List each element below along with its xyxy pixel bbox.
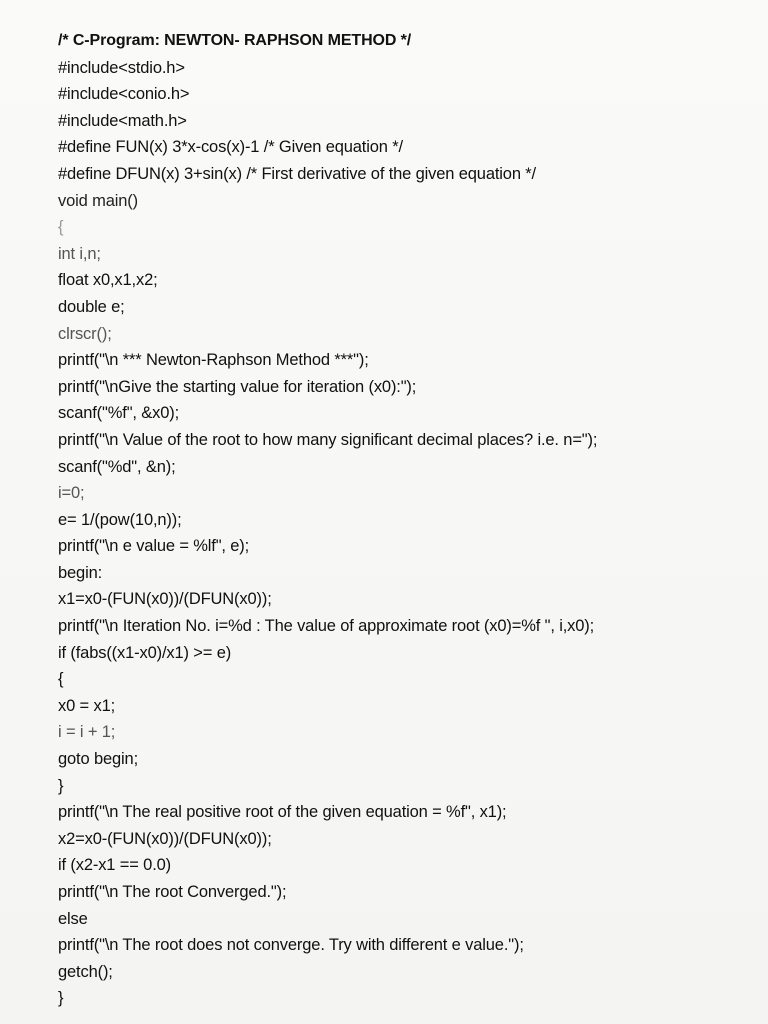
code-line-printf-header: printf("\n *** Newton-Raphson Method ***"); <box>58 351 369 370</box>
code-line-printf-not-converge: printf("\n The root does not converge. Try with different e value."); <box>58 936 524 955</box>
code-line-include-math: #include<math.h> <box>58 111 187 130</box>
code-line-x1-assign: x1=x0-(FUN(x0))/(DFUN(x0)); <box>58 590 272 609</box>
code-line-printf-real-root: printf("\n The real positive root of the given equation = %f", x1); <box>58 803 507 822</box>
code-line-e-assign: e= 1/(pow(10,n)); <box>58 510 182 529</box>
code-line-printf-converged: printf("\n The root Converged."); <box>58 883 287 901</box>
code-line-include-stdio: #include<stdio.h> <box>58 58 185 77</box>
code-line-define-fun: #define FUN(x) 3*x-cos(x)-1 /* Given equation */ <box>58 138 403 157</box>
code-line-else: else <box>58 909 88 928</box>
code-line-int-decl: int i,n; <box>58 244 101 263</box>
code-line-goto-begin: goto begin; <box>58 750 139 769</box>
code-line-if-converged: if (x2-x1 == 0.0) <box>58 856 171 875</box>
code-line-printf-e-value: printf("\n e value = %lf", e); <box>58 537 250 556</box>
code-line-printf-iteration: printf("\n Iteration No. i=%d : The value of approximate root (x0)=%f ", i,x0); <box>58 617 595 636</box>
code-line-scanf-n: scanf("%d", &n); <box>58 457 176 476</box>
code-line-begin-label: begin: <box>58 563 103 582</box>
code-line-i-increment: i = i + 1; <box>58 723 116 742</box>
code-line-x0-assign: x0 = x1; <box>58 696 116 715</box>
code-line-if-fabs: if (fabs((x1-x0)/x1) >= e) <box>58 643 232 662</box>
code-line-open-brace-inner: { <box>58 670 64 689</box>
code-line-x2-assign: x2=x0-(FUN(x0))/(DFUN(x0)); <box>58 829 272 848</box>
code-line-main: void main() <box>58 191 138 210</box>
code-line-define-dfun: #define DFUN(x) 3+sin(x) /* First derivative of the given equation */ <box>58 164 536 183</box>
code-line-scanf-x0: scanf("%f", &x0); <box>58 404 180 423</box>
code-line-printf-decimal-places: printf("\n Value of the root to how many significant decimal places? i.e. n="); <box>58 430 598 449</box>
code-line-getch: getch(); <box>58 962 113 981</box>
code-line-float-decl: float x0,x1,x2; <box>58 271 158 290</box>
code-line-i-init: i=0; <box>58 484 85 503</box>
code-line-include-conio: #include<conio.h> <box>58 85 190 104</box>
code-line-clrscr: clrscr(); <box>58 324 112 343</box>
code-line-close-brace: } <box>58 989 64 1008</box>
program-title-comment: /* C-Program: NEWTON- RAPHSON METHOD */ <box>58 32 412 49</box>
code-line-close-brace-inner: } <box>58 776 64 795</box>
code-line-printf-starting-value: printf("\nGive the starting value for iteration (x0):"); <box>58 377 417 396</box>
code-line-open-brace: { <box>58 218 64 237</box>
code-line-double-decl: double e; <box>58 297 125 316</box>
